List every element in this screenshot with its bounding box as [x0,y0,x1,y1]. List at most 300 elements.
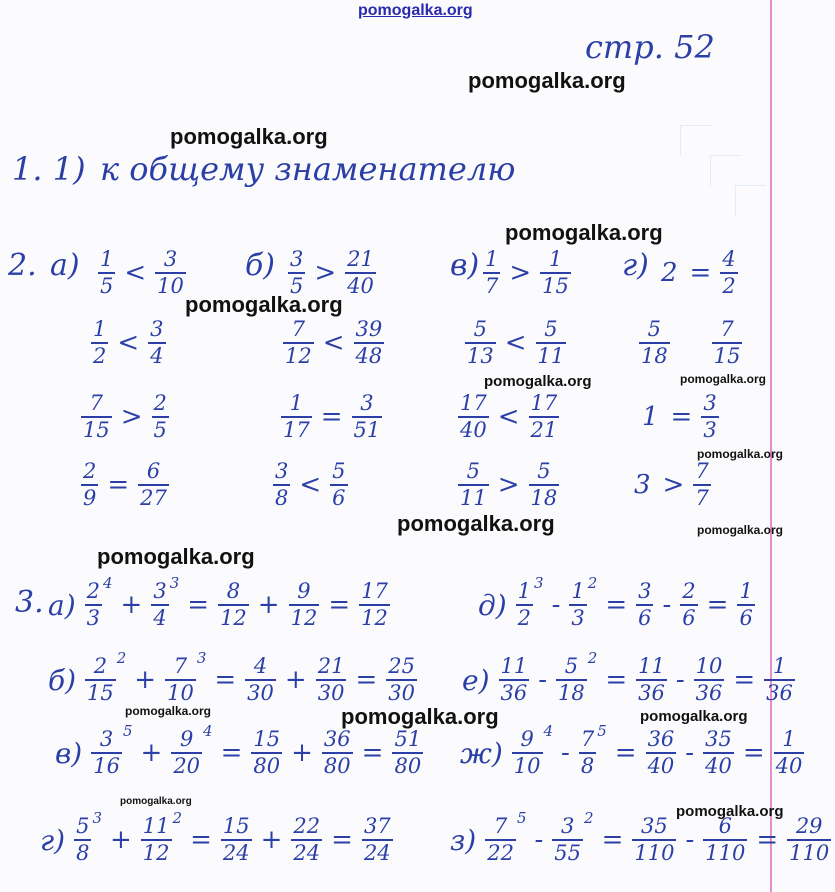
numerator: 5 [544,317,558,341]
equals-sign: = [742,738,765,768]
numerator: 11 [500,654,528,678]
task3-item [460,722,807,778]
comparison-sign: < [322,328,345,358]
denominator: 11 [537,344,565,368]
fraction [152,392,169,442]
extra-multiplier: 3 [196,649,207,667]
operator: - [685,738,695,768]
watermark: pomogalka.org [640,708,748,725]
watermark: pomogalka.org [185,292,343,317]
denominator: 40 [647,754,675,778]
operator: - [675,665,685,695]
numerator: 1 [772,654,787,678]
denominator: 110 [789,841,830,865]
equals-sign: = [361,738,384,768]
task2-a-row4 [78,460,172,510]
item-label: в) [55,736,83,770]
denominator: 20 [173,754,201,778]
fraction [512,728,543,778]
operator: + [134,665,157,695]
numerator: 1 [739,579,753,603]
denominator: 17 [283,418,310,442]
page-reference: стр. 52 [585,28,715,66]
fraction [680,580,697,630]
denominator: 6 [739,606,753,630]
denominator: 3 [86,606,100,630]
watermark: pomogalka.org [341,704,499,729]
numerator: 3 [99,727,114,751]
fraction [536,318,567,368]
extra-multiplier: 2 [172,809,183,827]
numerator: 39 [355,317,383,341]
operator: + [110,825,132,855]
task1-label: 1. 1) [12,150,86,188]
numerator: 5 [564,654,579,678]
denominator: 18 [641,344,668,368]
watermark: pomogalka.org [697,523,784,537]
denominator: 7 [485,274,499,298]
fraction [552,815,583,865]
denominator: 22 [487,841,514,865]
numerator: 7 [580,727,595,751]
denominator: 6 [682,606,696,630]
fraction [138,460,169,510]
fraction [362,815,393,865]
fraction [354,318,385,368]
task2-b-row4 [270,460,351,510]
task3-item [55,722,426,778]
denominator: 110 [634,841,675,865]
denominator: 30 [317,681,345,705]
denominator: 36 [500,681,528,705]
watermark: pomogalka.org [120,796,192,807]
denominator: 5 [100,274,114,298]
numerator: 5 [647,317,662,341]
extra-multiplier: 2 [584,809,594,827]
task2-col-a-label: а) [50,248,80,283]
numerator: 7 [89,391,104,415]
task2-a-row2 [88,318,169,368]
fraction [787,815,831,865]
fraction [636,580,653,630]
fraction [85,655,116,705]
operator: - [685,825,695,855]
fraction [81,460,98,510]
fraction [151,580,168,630]
item-label: г) [40,823,66,857]
numerator: 3 [163,247,178,271]
task2-a-row3 [78,392,172,442]
equals-sign: = [614,738,637,768]
numerator: 9 [297,579,311,603]
equals-sign: = [605,665,628,695]
denominator: 8 [76,841,90,865]
numerator: 1 [93,317,107,341]
denominator: 10 [513,754,541,778]
denominator: 40 [347,274,374,298]
extra-multiplier: 2 [587,649,598,667]
equals-sign: = [190,825,212,855]
operator: + [140,738,163,768]
extra-multiplier: 3 [92,809,102,827]
watermark: pomogalka.org [676,803,784,820]
fraction [98,248,115,298]
numerator: 7 [173,654,188,678]
whole-number: 3 [634,470,651,500]
operator: + [257,590,280,620]
grid-ghost [735,185,766,216]
numerator: 3 [150,317,164,341]
numerator: 6 [146,459,161,483]
denominator: 40 [705,754,732,778]
fraction [458,392,489,442]
denominator: 24 [222,841,250,865]
comparison-sign: = [670,402,693,432]
fraction [556,655,587,705]
numerator: 35 [705,727,732,751]
operator: - [662,590,672,620]
denominator: 21 [530,418,558,442]
equals-sign: = [220,738,243,768]
numerator: 35 [641,814,668,838]
denominator: 24 [363,841,391,865]
denominator: 3 [571,606,585,630]
numerator: 7 [291,317,306,341]
equals-sign: = [756,825,779,855]
task2-g-row1 [655,248,741,298]
fraction [458,460,489,510]
fraction [579,728,596,778]
denominator: 3 [703,418,717,442]
numerator: 29 [795,814,823,838]
numerator: 7 [493,814,508,838]
numerator: 2 [86,579,100,603]
fraction [632,815,676,865]
fraction [316,655,347,705]
numerator: 17 [361,579,388,603]
denominator: 12 [285,344,312,368]
fraction [148,318,165,368]
denominator: 15 [542,274,569,298]
fraction [218,580,249,630]
fraction [91,318,108,368]
fraction [345,248,376,298]
denominator: 7 [695,486,709,510]
numerator: 21 [317,654,345,678]
extra-multiplier: 4 [103,574,113,592]
comparison-sign: < [299,470,322,500]
denominator: 12 [142,841,170,865]
numerator: 21 [347,247,374,271]
fraction [703,728,734,778]
numerator: 15 [222,814,250,838]
denominator: 48 [355,344,383,368]
numerator: 36 [323,727,351,751]
whole-number: 2 [661,258,678,288]
comparison-sign: > [120,402,143,432]
equals-sign: = [601,825,624,855]
denominator: 36 [766,681,793,705]
comparison-sign: > [662,470,685,500]
fraction [694,655,725,705]
comparison-sign: = [320,402,343,432]
task2-col-g-label: г) [622,248,649,283]
numerator: 36 [647,727,675,751]
task2-v-row1 [480,248,574,298]
numerator: 17 [530,391,558,415]
numerator: 5 [537,459,551,483]
task3-item [478,574,758,630]
numerator: 7 [720,317,734,341]
fraction [483,248,500,298]
watermark: pomogalka.org [484,373,592,390]
numerator: 3 [275,459,289,483]
fraction [764,655,795,705]
extra-multiplier: 5 [597,722,607,740]
denominator: 15 [713,344,741,368]
item-label: з) [450,823,477,857]
operator: - [561,738,570,768]
numerator: 22 [293,814,321,838]
denominator: 10 [157,274,184,298]
denominator: 2 [722,274,736,298]
task2-v-row4 [455,460,562,510]
fraction [540,248,571,298]
fraction [141,815,172,865]
comparison-sign: > [497,470,520,500]
extra-multiplier: 5 [122,722,133,740]
denominator: 6 [332,486,346,510]
denominator: 80 [253,754,281,778]
fraction [245,655,276,705]
fraction [529,392,560,442]
numerator: 10 [695,654,723,678]
task2-col-b-label: б) [245,248,276,283]
equals-sign: = [706,590,729,620]
denominator: 4 [153,606,167,630]
fraction [774,728,805,778]
numerator: 8 [226,579,241,603]
comparison-sign: < [117,328,140,358]
comparison-sign: < [124,258,147,288]
fraction [81,392,112,442]
fraction [485,815,516,865]
operator: + [260,825,283,855]
extra-multiplier: 5 [516,809,527,827]
item-label: е) [462,663,490,697]
fraction [386,655,417,705]
equals-sign: = [605,590,628,620]
fraction [74,815,91,865]
denominator: 9 [83,486,97,510]
denominator: 8 [580,754,595,778]
task1-text: к общему знаменателю [100,150,516,188]
fraction [712,318,743,368]
denominator: 36 [695,681,723,705]
fraction [499,655,530,705]
fraction [330,460,347,510]
extra-multiplier: 2 [587,574,598,592]
denominator: 40 [775,754,803,778]
fraction [569,580,586,630]
numerator: 5 [466,459,481,483]
equals-sign: = [187,590,210,620]
comparison-sign: = [107,470,130,500]
equals-sign: = [214,665,237,695]
numerator: 5 [473,317,488,341]
fraction [322,728,353,778]
fraction [221,815,252,865]
denominator: 51 [353,418,381,442]
numerator: 25 [388,654,415,678]
task3-label: 3. [15,585,44,620]
numerator: 7 [695,459,709,483]
operator: - [538,665,548,695]
equals-sign: = [355,665,378,695]
denominator: 11 [460,486,487,510]
task2-b-row2 [280,318,387,368]
denominator: 24 [293,841,321,865]
denominator: 12 [290,606,318,630]
operator: + [284,665,307,695]
fraction [639,318,670,368]
task2-v-row3 [455,392,562,442]
operator: - [551,590,561,620]
denominator: 110 [705,841,746,865]
equals-sign: = [331,825,353,855]
watermark-top[interactable]: pomogalka.org [358,2,473,19]
denominator: 80 [323,754,351,778]
fraction [701,392,718,442]
fraction [693,460,710,510]
task2-a-row1 [95,248,189,298]
denominator: 2 [93,344,107,368]
fraction [171,728,202,778]
grid-ghost [680,125,711,156]
item-label: ж) [460,736,503,770]
numerator: 3 [153,579,167,603]
extra-multiplier: 2 [116,649,127,667]
watermark: pomogalka.org [505,220,663,245]
denominator: 15 [83,418,110,442]
task2-col-v-label: в) [450,248,480,283]
fraction [85,580,102,630]
numerator: 1 [571,579,585,603]
extra-multiplier: 3 [169,574,180,592]
denominator: 2 [517,606,532,630]
numerator: 51 [394,727,422,751]
fraction [352,392,383,442]
denominator: 6 [638,606,652,630]
numerator: 37 [363,814,391,838]
fraction [91,728,122,778]
denominator: 12 [361,606,388,630]
operator: - [534,825,544,855]
numerator: 5 [76,814,90,838]
fraction [283,318,314,368]
numerator: 4 [722,247,736,271]
extra-multiplier: 4 [203,722,213,740]
item-label: а) [48,588,76,622]
denominator: 5 [153,418,167,442]
numerator: 17 [460,391,487,415]
numerator: 2 [682,579,696,603]
extra-multiplier: 3 [534,574,544,592]
extra-multiplier: 4 [543,722,554,740]
numerator: 11 [142,814,170,838]
fraction [516,580,533,630]
denominator: 30 [247,681,274,705]
denominator: 18 [558,681,585,705]
denominator: 40 [460,418,487,442]
numerator: 9 [179,727,194,751]
numerator: 3 [360,391,374,415]
fraction [165,655,196,705]
task2-label: 2. [8,248,37,283]
denominator: 4 [150,344,164,368]
task2-g-row2 [636,318,745,368]
task2-b-row3 [278,392,385,442]
fraction [251,728,282,778]
operator: + [291,738,313,768]
denominator: 18 [530,486,558,510]
task3-item [462,649,798,705]
denominator: 5 [290,274,304,298]
denominator: 10 [167,681,194,705]
operator: + [120,590,143,620]
numerator: 2 [153,391,167,415]
denominator: 12 [220,606,247,630]
task3-item [48,649,420,705]
fraction [273,460,290,510]
whole-number: 1 [642,402,659,432]
denominator: 80 [394,754,422,778]
numerator: 3 [638,579,652,603]
task3-item [40,809,396,865]
comparison-sign: < [497,402,520,432]
numerator: 3 [290,247,304,271]
item-label: б) [48,663,77,697]
numerator: 1 [485,247,499,271]
task2-g-row4 [628,460,714,510]
watermark: pomogalka.org [125,704,212,718]
fraction [281,392,312,442]
watermark: pomogalka.org [697,447,784,461]
task2-v-row2 [462,318,569,368]
task3-item [48,574,393,630]
denominator: 55 [554,841,582,865]
watermark: pomogalka.org [397,511,555,536]
denominator: 15 [87,681,114,705]
numerator: 6 [718,814,732,838]
denominator: 16 [93,754,120,778]
numerator: 2 [93,654,108,678]
equals-sign: = [733,665,756,695]
numerator: 3 [703,391,717,415]
task2-b-row1 [285,248,379,298]
fraction [155,248,186,298]
task2-g-row3 [636,392,722,442]
numerator: 4 [253,654,268,678]
item-label: д) [478,588,507,622]
fraction [289,580,320,630]
fraction [703,815,747,865]
numerator: 1 [782,727,796,751]
fraction [720,248,737,298]
numerator: 5 [332,459,346,483]
numerator: 1 [548,247,563,271]
fraction [737,580,754,630]
